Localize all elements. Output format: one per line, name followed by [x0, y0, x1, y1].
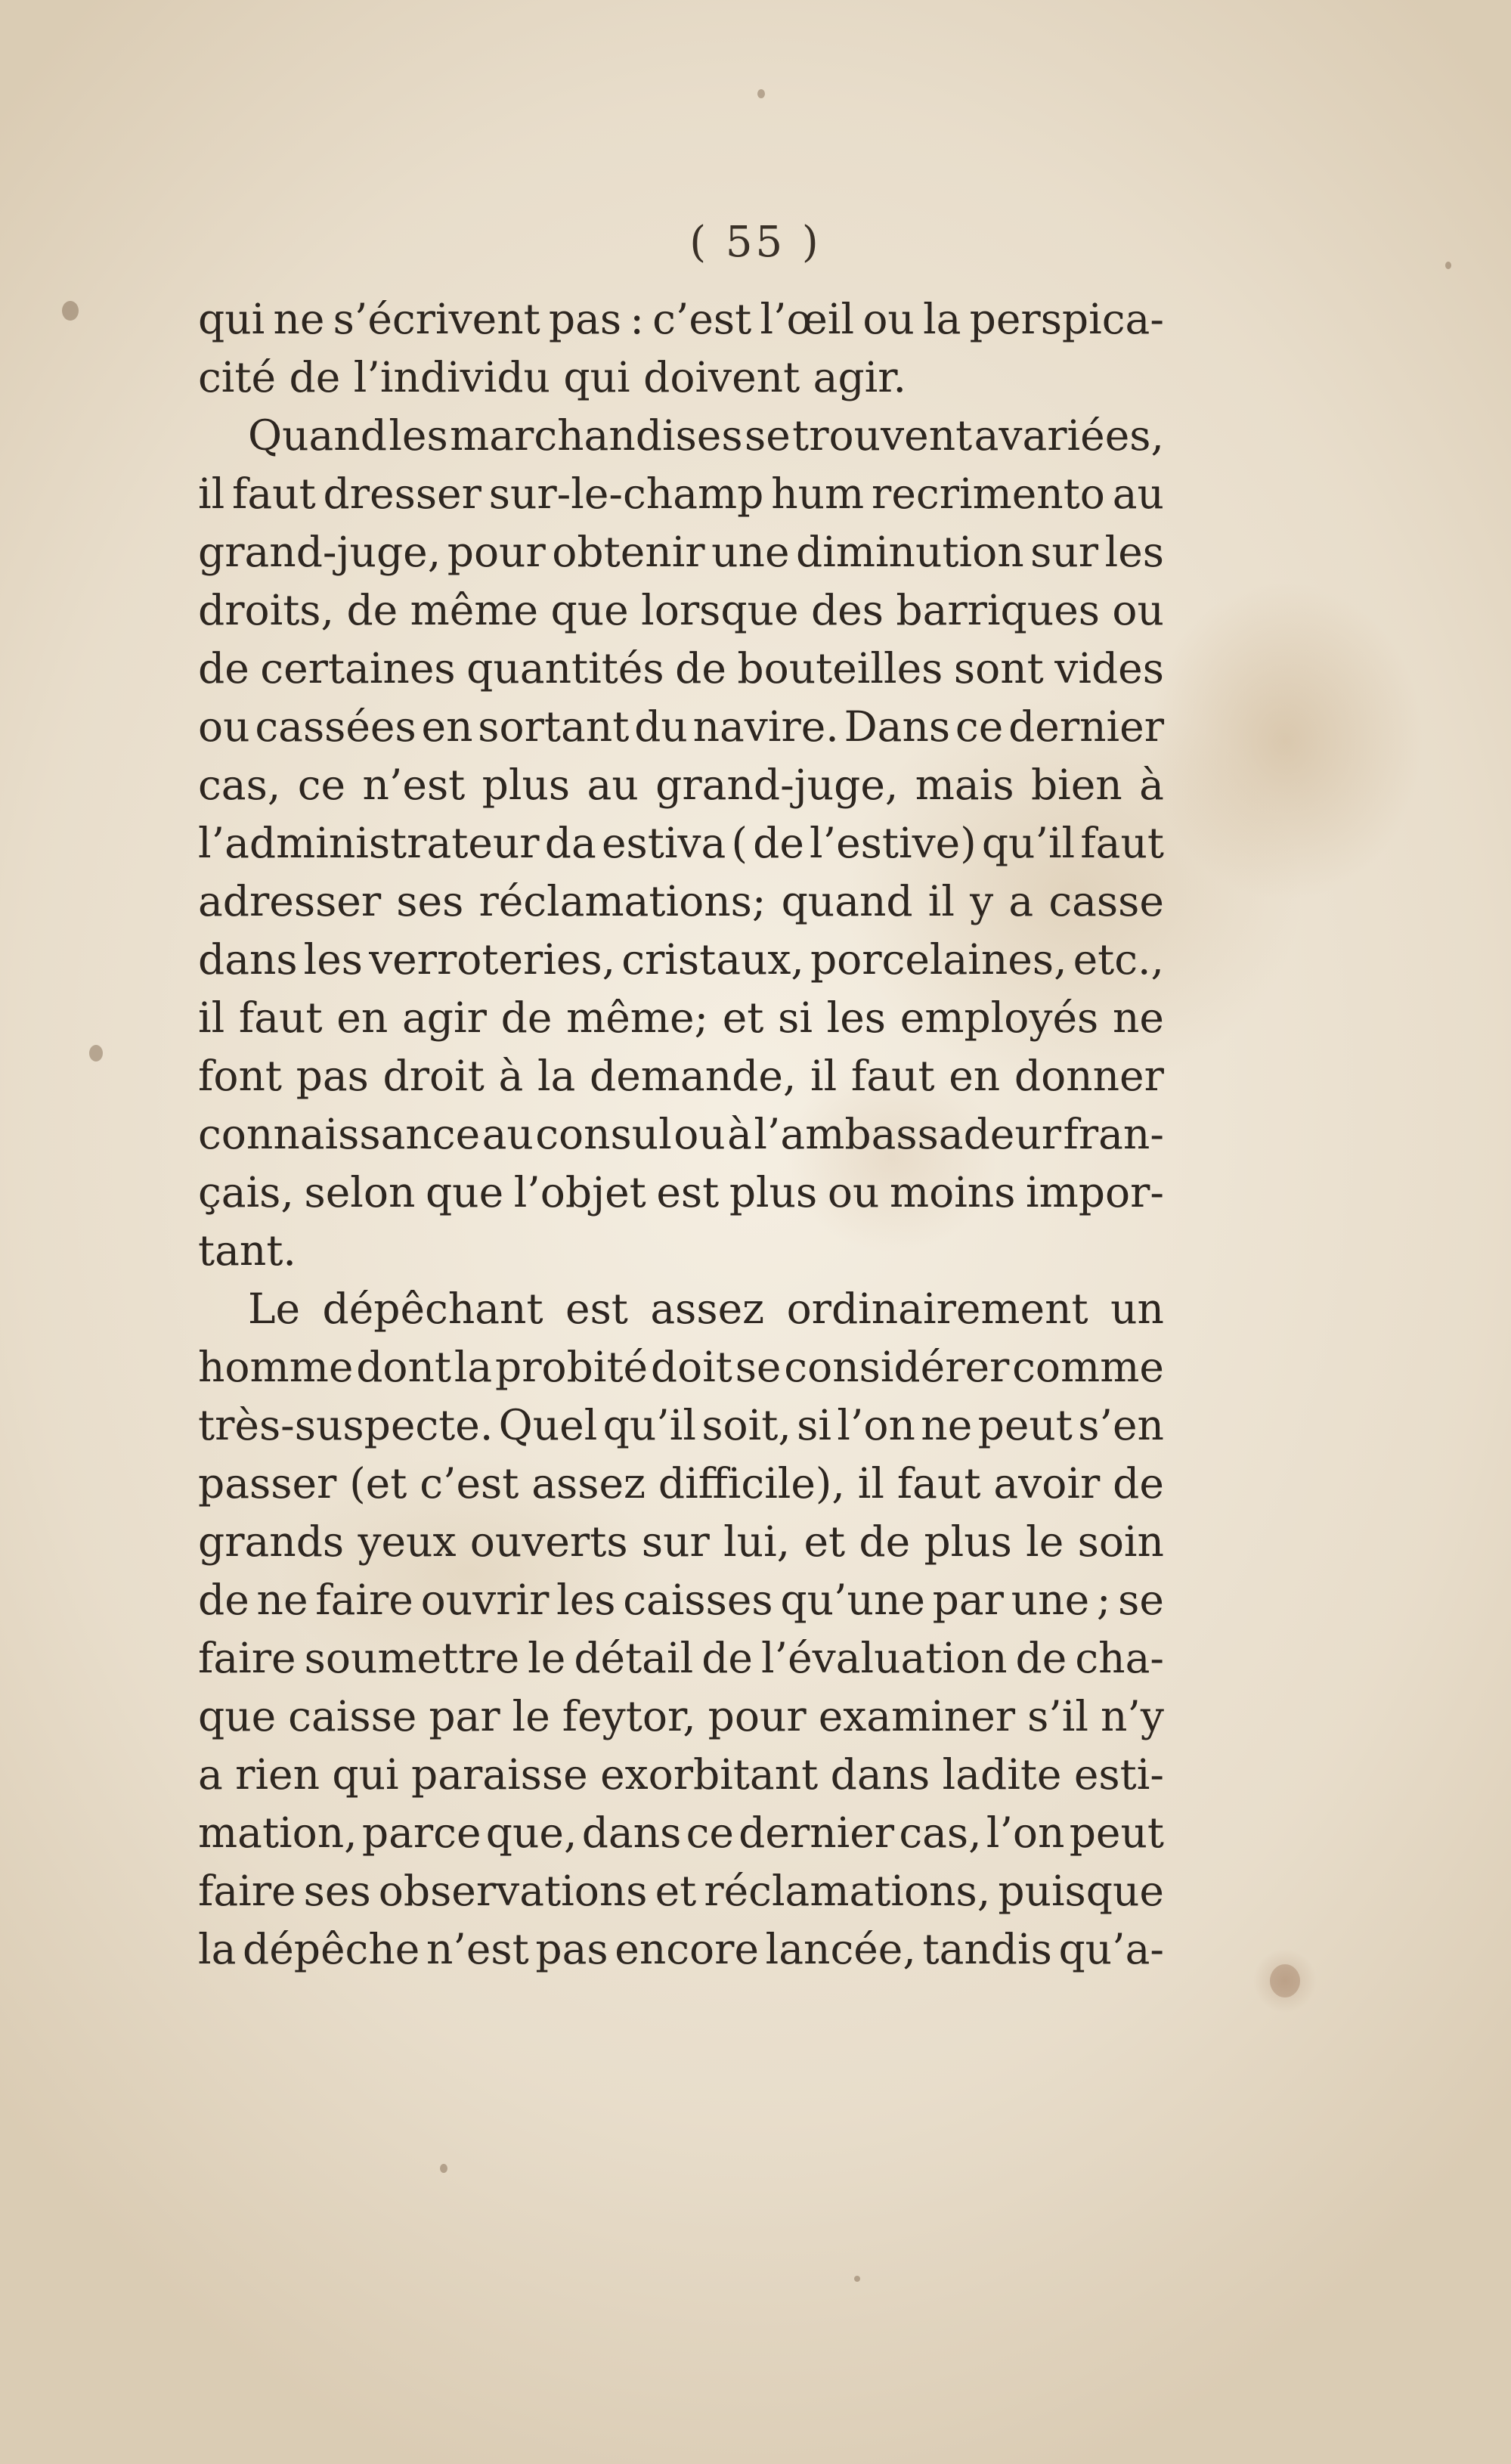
text-line: l’administrateur da estiva ( de l’estive) qu’il faut — [198, 819, 1164, 867]
text-line: connaissance au consul ou à l’ambassadeur fran- — [198, 1110, 1164, 1158]
text-line: adresser ses réclamations; quand il y a casse — [198, 877, 1164, 925]
text-line: de ne faire ouvrir les caisses qu’une par une ; se — [198, 1576, 1164, 1624]
paper-speck — [440, 2164, 447, 2173]
body-text — [198, 290, 1164, 1979]
paper-speck — [854, 2276, 860, 2282]
text-line: a rien qui paraisse exorbitant dans ladite esti- — [198, 1750, 1164, 1799]
paper-speck — [89, 1045, 103, 1062]
text-line: cas, ce n’est plus au grand-juge, mais bien à — [198, 761, 1164, 809]
text-line: que caisse par le feytor, pour examiner s’il n’y — [198, 1692, 1164, 1740]
page-number: ( 55 ) — [689, 218, 822, 267]
text-line: il faut dresser sur-le-champ hum recrimento au — [198, 470, 1164, 518]
text-line: passer (et c’est assez difficile), il faut avoir de — [198, 1459, 1164, 1508]
text-line: faire ses observations et réclamations, puisque — [198, 1867, 1164, 1915]
text-line: grands yeux ouverts sur lui, et de plus le soin — [198, 1517, 1164, 1566]
text-line: grand-juge, pour obtenir une diminution sur les — [198, 528, 1164, 576]
text-line: qui ne s’écrivent pas : c’est l’œil ou la perspica- — [198, 295, 1164, 343]
text-line: de certaines quantités de bouteilles sont vides — [198, 644, 1164, 693]
paragraph-first-line: Le dépêchant est assez ordinairement un — [248, 1285, 1164, 1333]
text-line: çais, selon que l’objet est plus ou moins impor- — [198, 1168, 1164, 1217]
text-line: droits, de même que lorsque des barriques ou — [198, 586, 1164, 634]
text-line: font pas droit à la demande, il faut en donner — [198, 1052, 1164, 1100]
text-line: il faut en agir de même; et si les employés ne — [198, 993, 1164, 1042]
paper-speck — [1270, 1964, 1300, 1998]
paragraph-first-line: Quand les marchandises se trouvent avariées, — [248, 411, 1164, 460]
text-line: dans les verroteries, cristaux, porcelaines, etc., — [198, 935, 1164, 984]
text-line: ou cassées en sortant du navire. Dans ce dernier — [198, 702, 1164, 751]
text-line: très-suspecte. Quel qu’il soit, si l’on ne peut s’en — [198, 1401, 1164, 1449]
text-line: la dépêche n’est pas encore lancée, tandis qu’a- — [198, 1925, 1164, 1973]
text-line: faire soumettre le détail de l’évaluation de cha- — [198, 1634, 1164, 1682]
paper-speck — [62, 301, 79, 321]
text-line: cité de l’individu qui doivent agir. — [198, 353, 906, 401]
text-line: mation, parce que, dans ce dernier cas, l’on peut — [198, 1808, 1164, 1857]
paper-speck — [757, 89, 765, 98]
text-line: tant. — [198, 1226, 296, 1275]
text-line: homme dont la probité doit se considérer comme — [198, 1343, 1164, 1391]
